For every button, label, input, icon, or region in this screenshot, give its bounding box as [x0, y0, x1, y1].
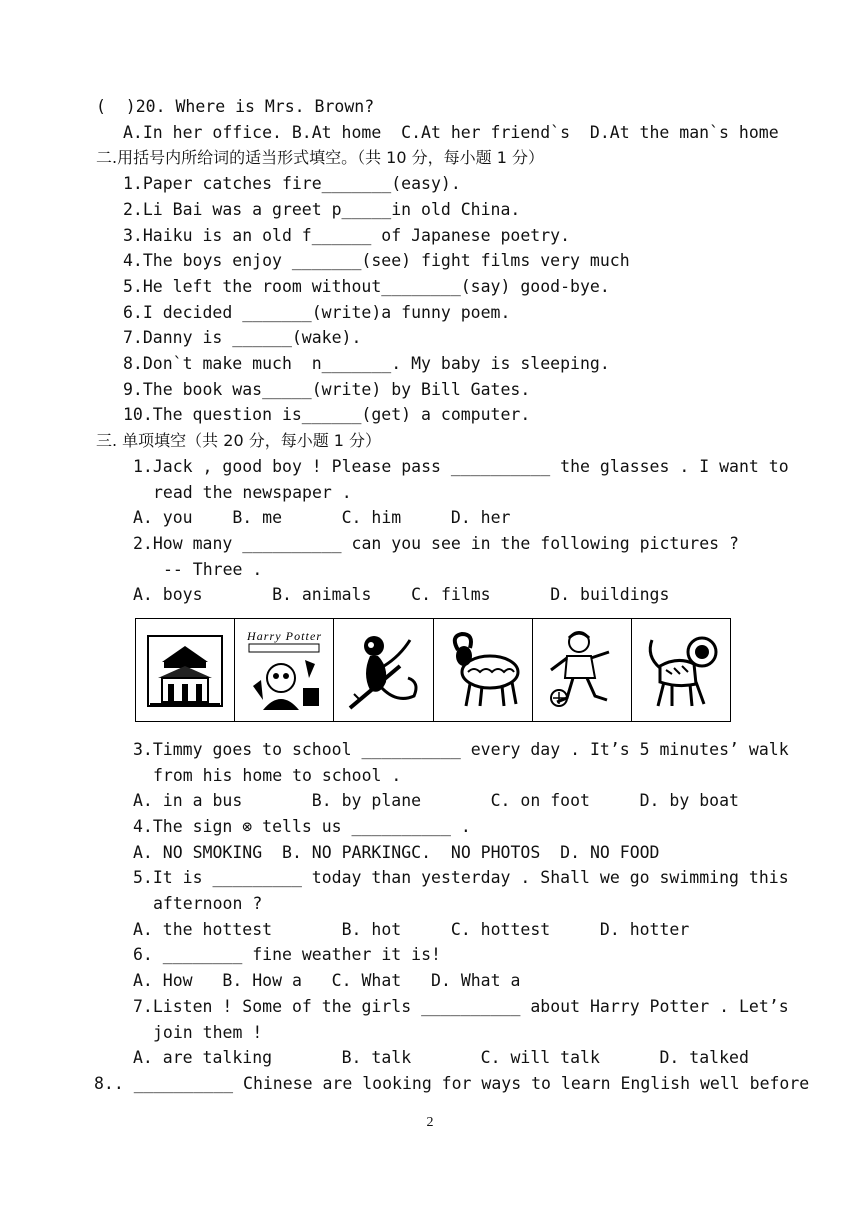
s3-q3-line1: 3.Timmy goes to school __________ every day . It’s 5 minutes’ walk	[133, 740, 789, 759]
picture-strip	[135, 618, 731, 722]
s3-q6-options: A. How B. How a C. What D. What a	[133, 971, 521, 990]
s2-q7: 7.Danny is ______(wake).	[123, 328, 362, 347]
page-number: 2	[426, 1115, 434, 1130]
section-3-title: 三. 单项填空（共 20 分，每小题 1 分）	[96, 431, 382, 450]
book-title-text: Harry Potter	[247, 629, 322, 643]
s3-q2-line2: -- Three .	[163, 560, 263, 579]
s3-q6: 6. ________ fine weather it is!	[133, 945, 441, 964]
q20-options: A.In her office. B.At home C.At her friend`s D.At the man`s home	[123, 123, 779, 142]
s3-q4: 4.The sign ⊗ tells us __________ .	[133, 817, 471, 836]
s3-q1-options: A. you B. me C. him D. her	[133, 508, 511, 527]
s3-q5-line2: afternoon ?	[153, 894, 263, 913]
s3-q7-line1: 7.Listen ! Some of the girls __________ about Harry Potter . Let’s	[133, 997, 789, 1016]
s2-q3: 3.Haiku is an old f______ of Japanese poetry.	[123, 226, 571, 245]
s3-q2-line1: 2.How many __________ can you see in the following pictures ?	[133, 534, 739, 553]
s3-q5-line1: 5.It is _________ today than yesterday . Shall we go swimming this	[133, 868, 789, 887]
s3-q8: 8.. __________ Chinese are looking for ways to learn English well before	[94, 1074, 810, 1093]
building-image	[136, 619, 235, 721]
q20: ( )20. Where is Mrs. Brown?	[96, 97, 375, 116]
monkey-image	[334, 619, 433, 721]
lion-image	[632, 619, 730, 721]
s3-q2-options: A. boys B. animals C. films D. buildings	[133, 585, 670, 604]
s2-q4: 4.The boys enjoy _______(see) fight films very much	[123, 251, 630, 270]
section-2-title: 二.用括号内所给词的适当形式填空。（共 10 分，每小题 1 分）	[96, 148, 544, 167]
s2-q8: 8.Don`t make much n_______. My baby is sleeping.	[123, 354, 610, 373]
s2-q1: 1.Paper catches fire_______(easy).	[123, 174, 461, 193]
s2-q9: 9.The book was_____(write) by Bill Gates.	[123, 380, 531, 399]
s2-q5: 5.He left the room without________(say) good-bye.	[123, 277, 610, 296]
s3-q5-options: A. the hottest B. hot C. hottest D. hotter	[133, 920, 690, 939]
s2-q2: 2.Li Bai was a greet p_____in old China.	[123, 200, 521, 219]
boy-football-image	[533, 619, 632, 721]
s3-q7-line2: join them !	[153, 1023, 263, 1042]
s3-q3-options: A. in a bus B. by plane C. on foot D. by boat	[133, 791, 739, 810]
ram-image	[434, 619, 533, 721]
s3-q1-line1: 1.Jack , good boy ! Please pass __________ the glasses . I want to	[133, 457, 789, 476]
s3-q4-options: A. NO SMOKING B. NO PARKINGC. NO PHOTOS D. NO FOOD	[133, 843, 660, 862]
s3-q1-line2: read the newspaper .	[153, 483, 352, 502]
s3-q7-options: A. are talking B. talk C. will talk D. talked	[133, 1048, 749, 1067]
s2-q10: 10.The question is______(get) a computer.	[123, 405, 531, 424]
s2-q6: 6.I decided _______(write)a funny poem.	[123, 303, 511, 322]
harry-potter-book-image	[235, 619, 334, 721]
s3-q3-line2: from his home to school .	[153, 766, 402, 785]
